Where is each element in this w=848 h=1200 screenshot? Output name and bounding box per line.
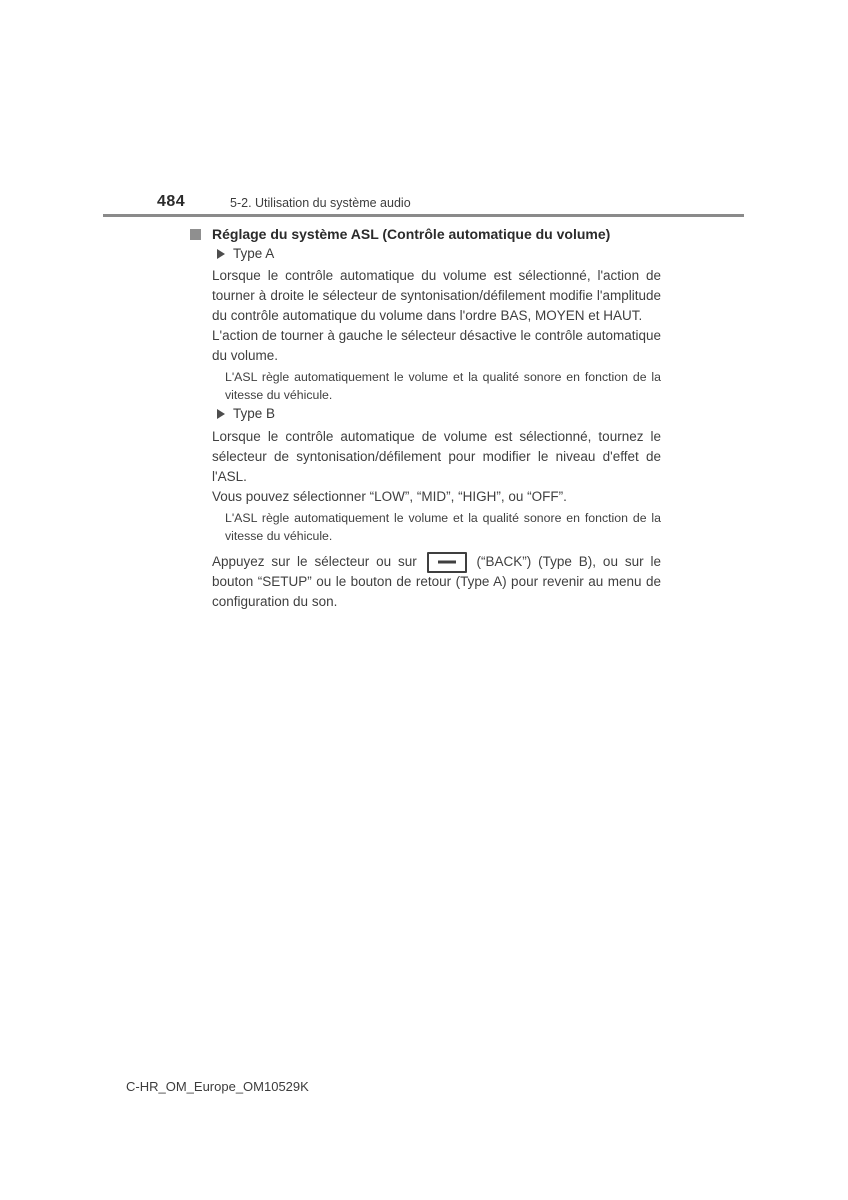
type-b-paragraph-2: Vous pouvez sélectionner “LOW”, “MID”, “HIGH”, ou “OFF”. <box>212 489 567 504</box>
back-button-icon <box>427 552 467 573</box>
header-divider <box>103 214 744 217</box>
type-b-label-row <box>212 404 661 424</box>
header-section-title: 5-2. Utilisation du système audio <box>230 196 411 210</box>
square-bullet-icon <box>190 229 201 240</box>
document-code: C-HR_OM_Europe_OM10529K <box>126 1079 309 1094</box>
type-a-note: L'ASL règle automatiquement le volume et la qualité sonore en fonction de la vitesse du véhicule. <box>225 370 661 402</box>
page-number: 484 <box>157 193 186 210</box>
type-a-label-row <box>212 244 661 264</box>
type-b-paragraph-1: Lorsque le contrôle automatique de volume est sélectionné, tournez le sélecteur de syntonisation/défilement pour modifier le niveau d'effet de l'ASL. <box>212 429 661 484</box>
content-column <box>212 224 661 612</box>
type-a-body <box>212 266 661 366</box>
dash-icon <box>438 561 456 564</box>
section-heading-row <box>190 224 661 244</box>
closing-text-after: (“BACK”) (Type B), ou sur le bouton “SETUP” ou le bouton de retour (Type A) pour revenir au menu de configuration du son. <box>212 554 661 609</box>
triangle-bullet-icon <box>217 409 225 419</box>
type-a-label: Type A <box>233 246 275 261</box>
triangle-bullet-icon <box>217 249 225 259</box>
closing-paragraph <box>212 552 661 612</box>
type-a-paragraph-1: Lorsque le contrôle automatique du volume est sélectionné, l'action de tourner à droite le sélecteur de syntonisation/défilement modifie l'amplitude du contrôle automatique du volume dans l'ordre BAS, MOYEN et HAUT. <box>212 268 661 323</box>
type-b-note: L'ASL règle automatiquement le volume et la qualité sonore en fonction de la vitesse du véhicule. <box>225 511 661 543</box>
type-a-paragraph-2: L'action de tourner à gauche le sélecteur désactive le contrôle automatique du volume. <box>212 328 661 363</box>
type-b-body <box>212 427 661 507</box>
section-heading: Réglage du système ASL (Contrôle automatique du volume) <box>212 226 611 242</box>
closing-text-before: Appuyez sur le sélecteur ou sur <box>212 554 417 569</box>
type-b-label: Type B <box>233 406 276 421</box>
